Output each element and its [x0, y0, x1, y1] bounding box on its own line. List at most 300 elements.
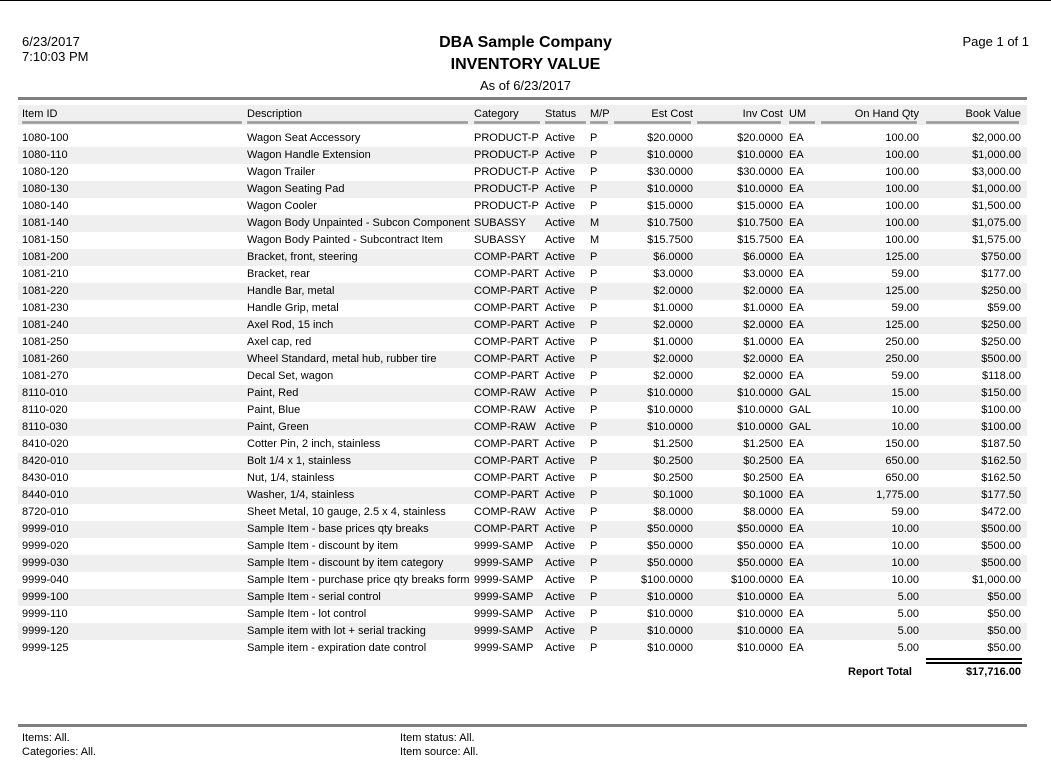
- cell-inv-cost: $2.0000: [743, 319, 783, 331]
- filter-item-source: Item source: All.: [400, 746, 479, 758]
- cell-inv-cost: $15.0000: [737, 200, 783, 212]
- cell-um: EA: [789, 642, 804, 654]
- cell-status: Active: [545, 404, 575, 416]
- cell-est-cost: $10.0000: [647, 591, 693, 603]
- cell-inv-cost: $10.0000: [737, 608, 783, 620]
- cell-category: COMP-PART: [474, 319, 539, 331]
- cell-inv-cost: $10.7500: [737, 217, 783, 229]
- cell-status: Active: [545, 370, 575, 382]
- cell-inv-cost: $1.2500: [743, 438, 783, 450]
- cell-est-cost: $1.0000: [653, 336, 693, 348]
- cell-mp: P: [590, 285, 598, 297]
- table-row: [18, 487, 1027, 504]
- cell-category: COMP-RAW: [474, 506, 536, 518]
- cell-book-value: $500.00: [981, 353, 1021, 365]
- cell-status: Active: [545, 574, 575, 586]
- table-row: [18, 232, 1027, 249]
- cell-est-cost: $15.0000: [647, 200, 693, 212]
- cell-book-value: $50.00: [987, 625, 1021, 637]
- cell-inv-cost: $8.0000: [743, 506, 783, 518]
- cell-mp: P: [590, 132, 598, 144]
- cell-um: EA: [789, 183, 804, 195]
- cell-mp: P: [590, 438, 598, 450]
- cell-item-id: 8110-030: [22, 421, 68, 433]
- cell-est-cost: $2.0000: [653, 353, 693, 365]
- cell-on-hand-qty: 100.00: [885, 234, 919, 246]
- cell-item-id: 1081-150: [22, 234, 69, 246]
- cell-est-cost: $3.0000: [653, 268, 693, 280]
- cell-mp: P: [590, 540, 598, 552]
- column-header-status: Status: [545, 108, 577, 120]
- cell-description: Sample item with lot + serial tracking: [247, 625, 426, 637]
- table-row: [18, 419, 1027, 436]
- cell-book-value: $150.00: [981, 387, 1021, 399]
- cell-book-value: $250.00: [981, 319, 1021, 331]
- cell-on-hand-qty: 10.00: [891, 557, 919, 569]
- cell-category: COMP-PART: [474, 251, 539, 263]
- cell-description: Wheel Standard, metal hub, rubber tire: [247, 353, 437, 365]
- cell-book-value: $250.00: [981, 285, 1021, 297]
- table-row: [18, 436, 1027, 453]
- cell-status: Active: [545, 336, 575, 348]
- table-row: [18, 283, 1027, 300]
- cell-um: EA: [789, 506, 804, 518]
- column-underline: [926, 121, 1019, 124]
- table-row: [18, 266, 1027, 283]
- cell-description: Nut, 1/4, stainless: [247, 472, 335, 484]
- cell-inv-cost: $3.0000: [743, 268, 783, 280]
- cell-mp: M: [590, 217, 600, 229]
- column-header-inv-cost: Inv Cost: [742, 108, 783, 120]
- cell-item-id: 8430-010: [22, 472, 69, 484]
- table-row: [18, 589, 1027, 606]
- cell-on-hand-qty: 59.00: [891, 506, 919, 518]
- cell-book-value: $162.50: [981, 455, 1021, 467]
- cell-description: Wagon Body Unpainted - Subcon Component: [247, 217, 470, 229]
- cell-um: EA: [789, 268, 804, 280]
- cell-mp: P: [590, 183, 598, 195]
- cell-on-hand-qty: 250.00: [885, 353, 919, 365]
- cell-book-value: $50.00: [987, 642, 1021, 654]
- table-row: [18, 453, 1027, 470]
- cell-est-cost: $10.7500: [647, 217, 693, 229]
- cell-inv-cost: $50.0000: [737, 523, 783, 535]
- cell-category: 9999-SAMP: [474, 591, 534, 603]
- cell-on-hand-qty: 100.00: [885, 166, 919, 178]
- cell-description: Wagon Handle Extension: [247, 149, 371, 161]
- cell-mp: P: [590, 336, 598, 348]
- cell-item-id: 9999-040: [22, 574, 69, 586]
- table-row: [18, 181, 1027, 198]
- cell-book-value: $3,000.00: [972, 166, 1021, 178]
- cell-description: Sample Item - discount by item: [247, 540, 399, 552]
- cell-mp: P: [590, 166, 598, 178]
- cell-item-id: 8720-010: [22, 506, 69, 518]
- header-divider: [18, 97, 1027, 100]
- table-row: [18, 198, 1027, 215]
- cell-description: Wagon Seating Pad: [247, 183, 345, 195]
- cell-description: Sample Item - lot control: [247, 608, 367, 620]
- cell-inv-cost: $50.0000: [737, 540, 783, 552]
- cell-book-value: $177.00: [981, 268, 1021, 280]
- cell-status: Active: [545, 251, 575, 263]
- cell-book-value: $1,500.00: [972, 200, 1021, 212]
- cell-est-cost: $2.0000: [653, 370, 693, 382]
- cell-mp: P: [590, 557, 598, 569]
- cell-est-cost: $10.0000: [647, 404, 693, 416]
- cell-book-value: $1,000.00: [972, 149, 1021, 161]
- cell-book-value: $1,575.00: [972, 234, 1021, 246]
- cell-item-id: 1081-220: [22, 285, 69, 297]
- cell-mp: M: [590, 234, 600, 246]
- report-title: INVENTORY VALUE: [450, 56, 601, 73]
- cell-est-cost: $100.0000: [641, 574, 693, 586]
- cell-est-cost: $0.2500: [653, 472, 693, 484]
- table-row: [18, 368, 1027, 385]
- column-header-item-id: Item ID: [22, 108, 58, 120]
- cell-mp: P: [590, 404, 598, 416]
- cell-um: EA: [789, 353, 804, 365]
- cell-status: Active: [545, 217, 575, 229]
- table-row: [18, 351, 1027, 368]
- table-row: [18, 521, 1027, 538]
- cell-on-hand-qty: 650.00: [885, 455, 919, 467]
- cell-book-value: $162.50: [981, 472, 1021, 484]
- column-underline: [821, 121, 917, 124]
- cell-est-cost: $30.0000: [647, 166, 693, 178]
- cell-item-id: 1081-200: [22, 251, 69, 263]
- cell-item-id: 1081-240: [22, 319, 69, 331]
- cell-inv-cost: $2.0000: [743, 285, 783, 297]
- table-row: [18, 317, 1027, 334]
- cell-inv-cost: $1.0000: [743, 336, 783, 348]
- cell-on-hand-qty: 59.00: [891, 370, 919, 382]
- cell-mp: P: [590, 251, 598, 263]
- cell-mp: P: [590, 642, 598, 654]
- cell-category: PRODUCT-P: [474, 200, 539, 212]
- cell-inv-cost: $100.0000: [731, 574, 783, 586]
- cell-on-hand-qty: 100.00: [885, 149, 919, 161]
- cell-inv-cost: $10.0000: [737, 149, 783, 161]
- cell-est-cost: $50.0000: [647, 540, 693, 552]
- cell-description: Wagon Trailer: [247, 166, 316, 178]
- cell-status: Active: [545, 183, 575, 195]
- cell-category: 9999-SAMP: [474, 574, 534, 586]
- report-time: 7:10:03 PM: [22, 49, 89, 64]
- cell-status: Active: [545, 166, 575, 178]
- cell-est-cost: $50.0000: [647, 523, 693, 535]
- cell-category: COMP-PART: [474, 370, 539, 382]
- cell-book-value: $100.00: [981, 404, 1021, 416]
- cell-on-hand-qty: 10.00: [891, 523, 919, 535]
- cell-description: Cotter Pin, 2 inch, stainless: [247, 438, 381, 450]
- cell-mp: P: [590, 319, 598, 331]
- cell-book-value: $750.00: [981, 251, 1021, 263]
- cell-item-id: 1080-120: [22, 166, 69, 178]
- cell-description: Axel cap, red: [247, 336, 312, 348]
- column-header-category: Category: [474, 108, 519, 120]
- cell-status: Active: [545, 302, 575, 314]
- cell-mp: P: [590, 625, 598, 637]
- cell-on-hand-qty: 5.00: [897, 625, 919, 637]
- cell-category: COMP-PART: [474, 455, 539, 467]
- cell-mp: P: [590, 455, 598, 467]
- cell-um: EA: [789, 285, 804, 297]
- cell-on-hand-qty: 10.00: [891, 540, 919, 552]
- cell-est-cost: $1.2500: [653, 438, 693, 450]
- table-row: [18, 334, 1027, 351]
- report-total-label: Report Total: [848, 666, 912, 678]
- cell-um: EA: [789, 557, 804, 569]
- cell-item-id: 1081-230: [22, 302, 69, 314]
- cell-inv-cost: $50.0000: [737, 557, 783, 569]
- cell-inv-cost: $10.0000: [737, 642, 783, 654]
- cell-mp: P: [590, 302, 598, 314]
- cell-inv-cost: $2.0000: [743, 370, 783, 382]
- cell-mp: P: [590, 591, 598, 603]
- cell-item-id: 9999-110: [22, 608, 68, 620]
- cell-status: Active: [545, 319, 575, 331]
- cell-mp: P: [590, 523, 598, 535]
- cell-category: COMP-PART: [474, 353, 539, 365]
- cell-on-hand-qty: 15.00: [891, 387, 919, 399]
- cell-um: GAL: [789, 387, 812, 399]
- cell-on-hand-qty: 59.00: [891, 268, 919, 280]
- cell-inv-cost: $15.7500: [737, 234, 783, 246]
- cell-mp: P: [590, 506, 598, 518]
- cell-status: Active: [545, 608, 575, 620]
- cell-est-cost: $10.0000: [647, 421, 693, 433]
- cell-on-hand-qty: 10.00: [891, 574, 919, 586]
- cell-um: GAL: [789, 404, 812, 416]
- cell-um: EA: [789, 200, 804, 212]
- cell-on-hand-qty: 100.00: [885, 217, 919, 229]
- cell-est-cost: $50.0000: [647, 557, 693, 569]
- cell-inv-cost: $2.0000: [743, 353, 783, 365]
- report-as-of: As of 6/23/2017: [479, 78, 572, 93]
- column-header-on-hand-qty: On Hand Qty: [854, 108, 919, 120]
- column-underline: [474, 121, 540, 124]
- cell-mp: P: [590, 574, 598, 586]
- cell-category: PRODUCT-P: [474, 166, 539, 178]
- cell-item-id: 1080-140: [22, 200, 69, 212]
- cell-um: EA: [789, 489, 804, 501]
- page-number: Page 1 of 1: [962, 34, 1029, 49]
- cell-inv-cost: $6.0000: [743, 251, 783, 263]
- cell-status: Active: [545, 234, 575, 246]
- cell-mp: P: [590, 489, 598, 501]
- cell-description: Sample Item - purchase price qty breaks form: [247, 574, 470, 586]
- cell-book-value: $1,000.00: [972, 574, 1021, 586]
- cell-description: Bolt 1/4 x 1, stainless: [247, 455, 351, 467]
- cell-est-cost: $10.0000: [647, 387, 693, 399]
- column-underline: [789, 121, 815, 124]
- cell-on-hand-qty: 5.00: [897, 591, 919, 603]
- cell-on-hand-qty: 250.00: [885, 336, 919, 348]
- table-row: [18, 130, 1027, 147]
- cell-on-hand-qty: 125.00: [885, 319, 919, 331]
- cell-status: Active: [545, 353, 575, 365]
- column-underline: [247, 121, 468, 124]
- cell-category: COMP-PART: [474, 472, 539, 484]
- cell-on-hand-qty: 125.00: [885, 251, 919, 263]
- cell-um: EA: [789, 608, 804, 620]
- cell-on-hand-qty: 5.00: [897, 642, 919, 654]
- cell-book-value: $500.00: [981, 540, 1021, 552]
- cell-book-value: $177.50: [981, 489, 1021, 501]
- cell-mp: P: [590, 421, 598, 433]
- cell-description: Handle Grip, metal: [247, 302, 339, 314]
- cell-book-value: $250.00: [981, 336, 1021, 348]
- cell-est-cost: $6.0000: [653, 251, 693, 263]
- cell-status: Active: [545, 625, 575, 637]
- cell-description: Washer, 1/4, stainless: [247, 489, 355, 501]
- cell-on-hand-qty: 125.00: [885, 285, 919, 297]
- cell-category: COMP-PART: [474, 336, 539, 348]
- cell-est-cost: $20.0000: [647, 132, 693, 144]
- cell-description: Decal Set, wagon: [247, 370, 334, 382]
- cell-um: EA: [789, 591, 804, 603]
- cell-item-id: 1080-110: [22, 149, 68, 161]
- cell-description: Wagon Seat Accessory: [247, 132, 361, 144]
- cell-inv-cost: $0.2500: [743, 472, 783, 484]
- cell-description: Wagon Cooler: [247, 200, 317, 212]
- column-underline: [22, 121, 242, 124]
- cell-item-id: 1081-210: [22, 268, 69, 280]
- cell-um: EA: [789, 166, 804, 178]
- cell-category: COMP-PART: [474, 285, 539, 297]
- cell-item-id: 8110-020: [22, 404, 68, 416]
- cell-status: Active: [545, 472, 575, 484]
- table-row: [18, 538, 1027, 555]
- cell-status: Active: [545, 455, 575, 467]
- cell-item-id: 9999-010: [22, 523, 69, 535]
- cell-book-value: $500.00: [981, 523, 1021, 535]
- cell-status: Active: [545, 438, 575, 450]
- report-date: 6/23/2017: [22, 34, 80, 49]
- cell-mp: P: [590, 608, 598, 620]
- cell-um: EA: [789, 455, 804, 467]
- cell-mp: P: [590, 353, 598, 365]
- company-name: DBA Sample Company: [439, 34, 612, 51]
- cell-description: Sheet Metal, 10 gauge, 2.5 x 4, stainless: [247, 506, 446, 518]
- cell-on-hand-qty: 100.00: [885, 132, 919, 144]
- cell-mp: P: [590, 387, 598, 399]
- table-row: [18, 164, 1027, 181]
- cell-book-value: $2,000.00: [972, 132, 1021, 144]
- column-underline: [545, 121, 586, 124]
- cell-category: COMP-PART: [474, 302, 539, 314]
- cell-on-hand-qty: 10.00: [891, 404, 919, 416]
- cell-on-hand-qty: 650.00: [885, 472, 919, 484]
- column-underline: [590, 121, 608, 124]
- cell-inv-cost: $10.0000: [737, 387, 783, 399]
- cell-book-value: $1,075.00: [972, 217, 1021, 229]
- cell-status: Active: [545, 506, 575, 518]
- cell-est-cost: $8.0000: [653, 506, 693, 518]
- cell-description: Axel Rod, 15 inch: [247, 319, 334, 331]
- cell-book-value: $118.00: [982, 370, 1021, 382]
- cell-est-cost: $0.2500: [653, 455, 693, 467]
- cell-category: 9999-SAMP: [474, 625, 534, 637]
- cell-item-id: 1081-250: [22, 336, 69, 348]
- column-header-est-cost: Est Cost: [651, 108, 693, 120]
- filter-items: Items: All.: [22, 732, 70, 744]
- cell-description: Bracket, front, steering: [247, 251, 358, 263]
- cell-um: EA: [789, 336, 804, 348]
- cell-status: Active: [545, 285, 575, 297]
- cell-status: Active: [545, 557, 575, 569]
- cell-category: SUBASSY: [474, 217, 526, 229]
- table-row: [18, 504, 1027, 521]
- cell-inv-cost: $10.0000: [737, 404, 783, 416]
- cell-est-cost: $0.1000: [653, 489, 693, 501]
- cell-on-hand-qty: 1,775.00: [876, 489, 919, 501]
- cell-um: EA: [789, 319, 804, 331]
- cell-est-cost: $15.7500: [647, 234, 693, 246]
- column-underline: [697, 121, 781, 124]
- cell-um: EA: [789, 149, 804, 161]
- cell-category: COMP-RAW: [474, 421, 536, 433]
- cell-description: Sample item - expiration date control: [247, 642, 427, 654]
- cell-item-id: 9999-020: [22, 540, 69, 552]
- table-row: [18, 640, 1027, 657]
- cell-category: COMP-PART: [474, 438, 539, 450]
- cell-status: Active: [545, 540, 575, 552]
- cell-est-cost: $10.0000: [647, 608, 693, 620]
- cell-description: Paint, Green: [247, 421, 309, 433]
- footer-divider: [18, 724, 1027, 727]
- cell-inv-cost: $10.0000: [737, 421, 783, 433]
- cell-category: 9999-SAMP: [474, 557, 534, 569]
- cell-book-value: $1,000.00: [972, 183, 1021, 195]
- cell-on-hand-qty: 59.00: [891, 302, 919, 314]
- total-double-rule: [926, 658, 1022, 664]
- cell-um: EA: [789, 472, 804, 484]
- cell-item-id: 1081-260: [22, 353, 69, 365]
- cell-item-id: 9999-030: [22, 557, 69, 569]
- cell-est-cost: $10.0000: [647, 149, 693, 161]
- cell-category: SUBASSY: [474, 234, 526, 246]
- cell-description: Wagon Body Painted - Subcontract Item: [247, 234, 443, 246]
- filter-categories: Categories: All.: [22, 746, 96, 758]
- cell-category: 9999-SAMP: [474, 540, 534, 552]
- cell-description: Sample Item - serial control: [247, 591, 381, 603]
- cell-status: Active: [545, 523, 575, 535]
- cell-mp: P: [590, 370, 598, 382]
- column-header-book-value: Book Value: [965, 108, 1021, 120]
- table-row: [18, 572, 1027, 589]
- cell-book-value: $100.00: [981, 421, 1021, 433]
- cell-item-id: 1080-130: [22, 183, 69, 195]
- cell-description: Paint, Blue: [247, 404, 301, 416]
- cell-book-value: $50.00: [987, 608, 1021, 620]
- table-row: [18, 385, 1027, 402]
- cell-um: EA: [789, 234, 804, 246]
- column-header-um: UM: [789, 108, 807, 120]
- cell-on-hand-qty: 100.00: [885, 200, 919, 212]
- cell-category: COMP-RAW: [474, 404, 536, 416]
- cell-item-id: 8440-010: [22, 489, 69, 501]
- cell-est-cost: $2.0000: [653, 285, 693, 297]
- cell-um: EA: [789, 574, 804, 586]
- cell-item-id: 1081-270: [22, 370, 69, 382]
- cell-um: EA: [789, 370, 804, 382]
- table-row: [18, 606, 1027, 623]
- cell-inv-cost: $0.1000: [743, 489, 783, 501]
- cell-description: Sample Item - discount by item category: [247, 557, 444, 569]
- cell-mp: P: [590, 268, 598, 280]
